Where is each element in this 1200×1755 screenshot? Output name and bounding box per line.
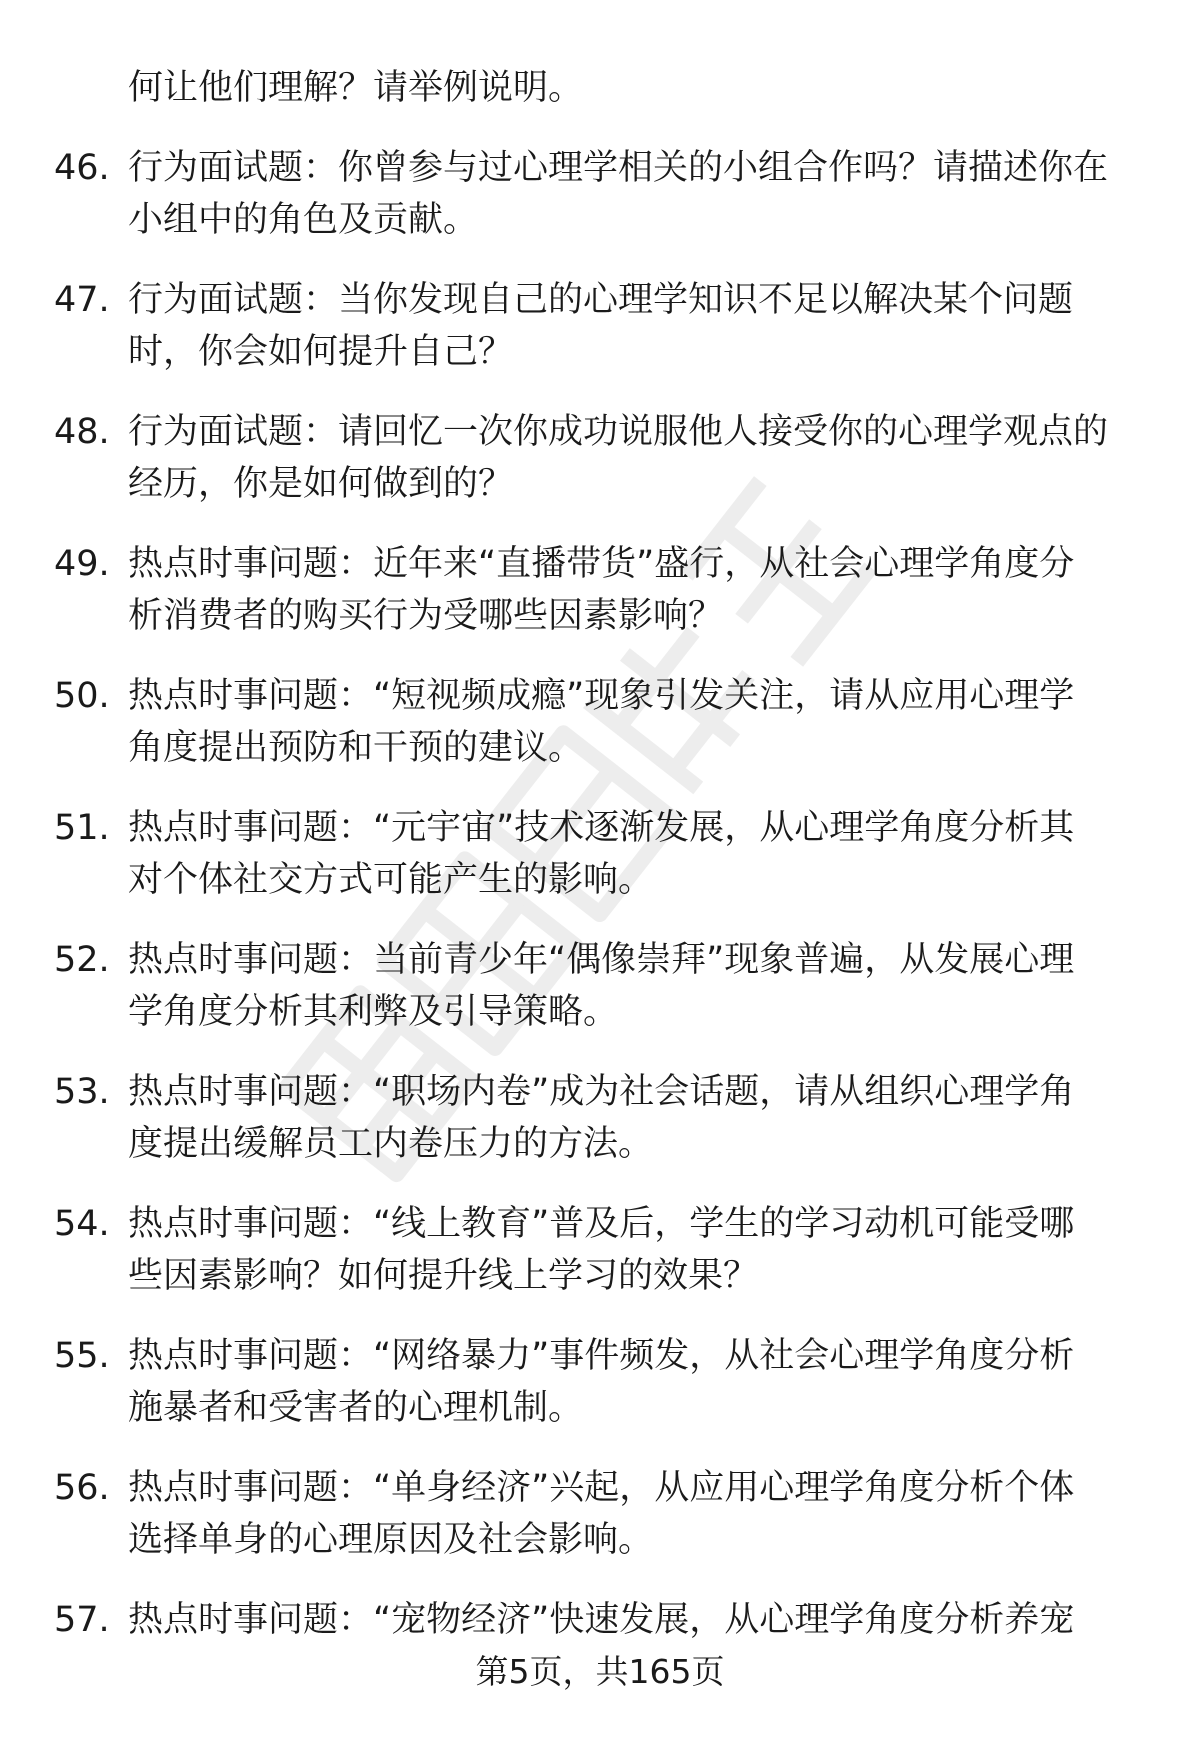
question-item-56 bbox=[0, 1462, 1200, 1594]
question-line: 施暴者和受害者的心理机制。 bbox=[128, 1388, 584, 1428]
question-number: 57. bbox=[54, 1600, 110, 1640]
question-line: 热点时事问题：“元宇宙”技术逐渐发展，从心理学角度分析其 bbox=[128, 808, 1075, 848]
question-line: 时，你会如何提升自己？ bbox=[128, 332, 514, 372]
question-line: 热点时事问题：“宠物经济”快速发展，从心理学角度分析养宠 bbox=[128, 1600, 1075, 1640]
question-line: 热点时事问题：“职场内卷”成为社会话题，请从组织心理学角 bbox=[128, 1072, 1075, 1112]
question-line: 行为面试题：当你发现自己的心理学知识不足以解决某个问题 bbox=[128, 280, 1074, 320]
question-text bbox=[128, 1594, 1146, 1646]
question-line: 经历，你是如何做到的？ bbox=[128, 464, 514, 504]
question-text bbox=[128, 934, 1146, 1038]
question-line: 选择单身的心理原因及社会影响。 bbox=[128, 1520, 654, 1560]
question-line: 角度提出预防和干预的建议。 bbox=[128, 728, 584, 768]
question-line: 对个体社交方式可能产生的影响。 bbox=[128, 860, 654, 900]
question-text bbox=[128, 1198, 1146, 1302]
question-item-50 bbox=[0, 670, 1200, 802]
question-line: 热点时事问题：“线上教育”普及后，学生的学习动机可能受哪 bbox=[128, 1204, 1075, 1244]
page-number-footer: 第5页，共165页 bbox=[475, 1652, 725, 1691]
question-item-54 bbox=[0, 1198, 1200, 1330]
question-item-49 bbox=[0, 538, 1200, 670]
question-number: 53. bbox=[54, 1072, 110, 1112]
question-number: 54. bbox=[54, 1204, 110, 1244]
question-list bbox=[0, 142, 1200, 1726]
question-item-51 bbox=[0, 802, 1200, 934]
question-line: 热点时事问题：当前青少年“偶像崇拜”现象普遍，从发展心理 bbox=[128, 940, 1075, 980]
question-line: 析消费者的购买行为受哪些因素影响？ bbox=[128, 596, 724, 636]
question-number: 52. bbox=[54, 940, 110, 980]
question-line: 小组中的角色及贡献。 bbox=[128, 200, 479, 240]
question-line: 热点时事问题：近年来“直播带货”盛行，从社会心理学角度分 bbox=[128, 544, 1075, 584]
question-line: 行为面试题：你曾参与过心理学相关的小组合作吗？请描述你在 bbox=[128, 148, 1109, 188]
question-text bbox=[128, 670, 1146, 774]
question-number: 50. bbox=[54, 676, 110, 716]
continued-question-text: 何让他们理解？请举例说明。 bbox=[128, 68, 584, 108]
question-item-53 bbox=[0, 1066, 1200, 1198]
question-item-47 bbox=[0, 274, 1200, 406]
question-line: 些因素影响？如何提升线上学习的效果？ bbox=[128, 1256, 759, 1296]
question-number: 46. bbox=[54, 148, 110, 188]
question-number: 51. bbox=[54, 808, 110, 848]
question-text bbox=[128, 538, 1146, 642]
question-number: 56. bbox=[54, 1468, 110, 1508]
question-text bbox=[128, 802, 1146, 906]
question-text bbox=[128, 274, 1146, 378]
question-text bbox=[128, 406, 1146, 510]
question-text bbox=[128, 1066, 1146, 1170]
question-number: 48. bbox=[54, 412, 110, 452]
question-number: 49. bbox=[54, 544, 110, 584]
question-item-55 bbox=[0, 1330, 1200, 1462]
question-number: 55. bbox=[54, 1336, 110, 1376]
question-text bbox=[128, 1330, 1146, 1434]
question-item-48 bbox=[0, 406, 1200, 538]
question-line: 度提出缓解员工内卷压力的方法。 bbox=[128, 1124, 654, 1164]
question-text bbox=[128, 142, 1146, 246]
question-line: 学角度分析其利弊及引导策略。 bbox=[128, 992, 619, 1032]
question-item-46 bbox=[0, 142, 1200, 274]
question-number: 47. bbox=[54, 280, 110, 320]
question-line: 热点时事问题：“短视频成瘾”现象引发关注，请从应用心理学 bbox=[128, 676, 1075, 716]
question-text bbox=[128, 1462, 1146, 1566]
question-line: 热点时事问题：“单身经济”兴起，从应用心理学角度分析个体 bbox=[128, 1468, 1075, 1508]
question-item-52 bbox=[0, 934, 1200, 1066]
question-line: 热点时事问题：“网络暴力”事件频发，从社会心理学角度分析 bbox=[128, 1336, 1075, 1376]
question-line: 行为面试题：请回忆一次你成功说服他人接受你的心理学观点的 bbox=[128, 412, 1109, 452]
